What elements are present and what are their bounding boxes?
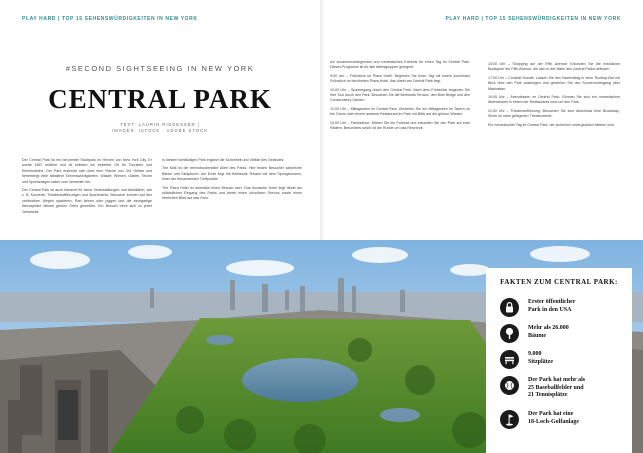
ball-icon (500, 376, 519, 395)
credit-text: TEXT: LAURIN RIEDESSER | (120, 122, 200, 127)
paragraph: 15:00 Uhr – Shopping auf der Fifth Avenue: Erkunden Sie die exklusiven Boutiquen der Fifth Avenue, die sich in der Nähe des Central Parks befinden. (488, 62, 620, 72)
paragraph: in diesem weitläufigen Park ergänzt die Schönheit und Vielfalt des Geländes. (162, 158, 285, 162)
fact-line: Der Park hat eine (528, 411, 574, 417)
bench-icon (500, 350, 519, 369)
paragraph: ein zusammenhängendes und romantisches Erlebnis für einen Tag im Central Park. Dieses Programm ist für alle Altersgruppen geeignet. (330, 60, 470, 70)
paragraph: Ein romantischer Tag im Central Park, der sicherlich unvergesslich bleiben wird. (488, 122, 615, 127)
fact-text (528, 351, 628, 366)
fact-line: 9.000 (528, 351, 542, 357)
fact-line: Der Park hat mehr als (528, 377, 586, 383)
paragraph: 17:00 Uhr – Cocktail-Stunde: Lassen Sie den Nachmittag in einer Rooftop-Bar mit Blick über den Park ausklingen und genießen Sie den Sonnenuntergang über Manhattan. (488, 75, 620, 91)
lock-icon (500, 298, 519, 317)
facts-title: FAKTEN ZUM CENTRAL PARK: (500, 278, 618, 286)
fact-text (528, 299, 628, 314)
fact-line: 18-Loch-Golfanlage (528, 418, 579, 425)
fact-line: Mehr als 26.000 (528, 325, 569, 331)
fact-item (500, 408, 628, 434)
running-head-right: PLAY HARD | TOP 15 SEHENSWÜRDIGKEITEN IN NEW YORK (445, 16, 621, 22)
paragraph: The Mall ist die beeindruckendste Allee des Parks. Hier finden Besucher zahlreiche Bänke und Skulpturen. Am Ende liegt die Bethesda Terrace mit dem Springbrunnen, einer der bekanntesten Treffpunkte. (162, 166, 302, 182)
facts-box (486, 268, 632, 453)
text-column-3 (330, 60, 470, 134)
fact-item (500, 296, 628, 322)
fact-line: Sitzplätze (528, 358, 553, 365)
article-title: CENTRAL PARK (48, 84, 272, 114)
paragraph: 19:00 Uhr – Abendessen im Central Park: Gönnen Sie sich ein romantisches Abendessen in einem der Restaurants rund um den Park. (488, 95, 620, 105)
credit-images: IMAGES: ISTOCK · ADOBE STOCK (112, 128, 208, 133)
paragraph: 12:00 Uhr – Mittagessen im Central Park: Genießen Sie ein Mittagessen im Tavern on the Green oder einem anderen Restaurant im Park mit Blick auf die grünen Wiesen. (330, 106, 470, 117)
fact-line: 21 Tennisplätze (528, 392, 568, 398)
fact-text (528, 325, 628, 340)
running-head-left: PLAY HARD | TOP 15 SEHENSWÜRDIGKEITEN IN NEW YORK (22, 16, 198, 22)
page-gutter (320, 0, 323, 240)
paragraph: 10:00 Uhr – Spaziergang durch den Central Park: Nach dem Frühstück beginnen Sie Ihre Tour durch den Park. Besuchen Sie die Bethesda Terrace, den Bow Bridge und den Conservatory Garden. (330, 87, 470, 103)
text-column-1 (22, 158, 152, 218)
paragraph: 13:00 Uhr – Fahrradtour: Mieten Sie ein Fahrrad und erkunden Sie den Park auf zwei Rädern. Besonders schön ist die Runde um das Reservoir. (330, 120, 470, 131)
golf-icon (500, 410, 519, 429)
paragraph: The Plaza Hotel ist ebenfalls einen Besuch wert. Das ikonische Hotel liegt direkt am südöstlichen Eingang des Parks und bietet einen luxuriösen Service sowie einen herrlichen Blick auf das Grün. (162, 185, 302, 201)
fact-line: Park in den USA (528, 306, 572, 313)
fact-line: Erster öffentlicher (528, 299, 576, 305)
fact-text (528, 377, 628, 400)
text-column-4 (488, 62, 620, 131)
fact-line: 25 Baseballfelder und (528, 384, 584, 391)
article-kicker: #SECOND SIGHTSEEING IN NEW YORK (65, 64, 255, 73)
text-column-2 (162, 158, 302, 205)
fact-item (500, 348, 628, 374)
fact-line: Bäume (528, 332, 546, 339)
paragraph: Der Central Park ist auch bekannt für seine Veranstaltungen und Aktivitäten, wie z. B. Konzerte, Theateraufführungen und Sportevents. Besucher können auf den zahlreichen Wegen spazieren, Rad fahren oder joggen und die einzigartige Atmosphäre dieses grünen Ortes genießen. Ein Besuch lohnt sich zu jeder Jahreszeit. (22, 188, 152, 214)
paragraph: 21:00 Uhr – Theateraufführung: Besuchen Sie zum Abschluss eine Broadway-Show im nahe gelegenen Theaterviertel. (488, 108, 620, 119)
fact-text (528, 411, 628, 426)
fact-item (500, 322, 628, 348)
article-credits (40, 122, 280, 134)
fact-item (500, 374, 628, 400)
paragraph: Der Central Park ist ein berühmter Stadtpark im Herzen von New York City. Er wurde 1857 eröffnet und ist seitdem ein beliebter Ort für Touristen und Einheimische. Der Park erstreckt sich über eine Fläche von 341 Hektar und beherbergt viele attraktive Sehenswürdigkeiten. Wälder, Wiesen, Gärten, Teiche und Sportanlagen laden zum Verweilen ein. (22, 158, 152, 184)
paragraph: 9:00 Uhr – Frühstück im Plaza Hotel: Beginnen Sie Ihren Tag mit einem luxuriösen Frühstück im berühmten Plaza Hotel, das direkt am Central Park liegt. (330, 73, 470, 84)
tree-icon (500, 324, 519, 343)
